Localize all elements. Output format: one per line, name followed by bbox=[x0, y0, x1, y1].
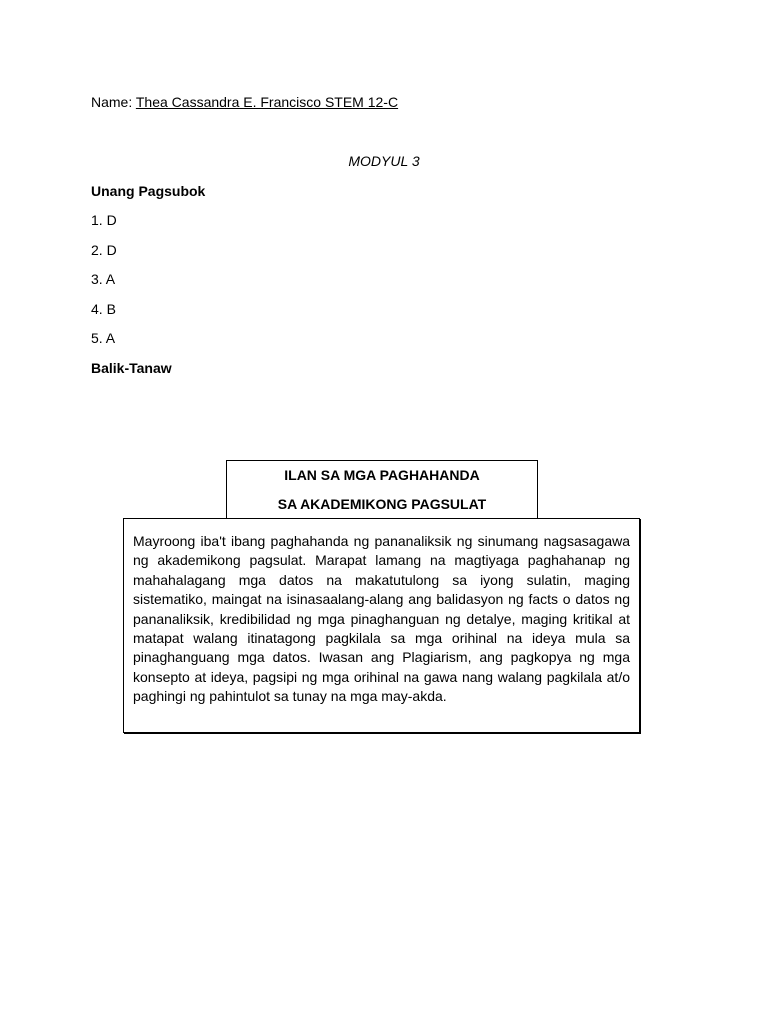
answer-item: 5. A bbox=[91, 330, 116, 346]
section-heading-unang-pagsubok: Unang Pagsubok bbox=[91, 183, 206, 199]
answer-item: 3. A bbox=[91, 271, 116, 287]
box-title-line-2: SA AKADEMIKONG PAGSULAT bbox=[277, 496, 487, 512]
name-line bbox=[91, 94, 398, 110]
answer-item: 2. D bbox=[91, 242, 117, 258]
box-title bbox=[226, 460, 538, 518]
box-content bbox=[123, 518, 640, 733]
box-title-line-1: ILAN SA MGA PAGHAHANDA bbox=[284, 467, 480, 483]
box-paragraph: Mayroong iba't ibang paghahanda ng pananaliksik ng sinumang nagsasagawa ng akademikong pagsulat. Marapat lamang na magtiyaga paghahanap ng mahahalagang mga datos na makatutulong sa iyong sulatin, maging sistematiko, maingat na isinasaalang-alang ang balidasyon ng facts o datos ng pananaliksik, kredibilidad ng mga pinaghanguan ng detalye, maging kritikal at matapat walang itinatagong pagkilala sa mga orihinal na ideya mula sa pinaghanguang mga datos. Iwasan ang Plagiarism, ang pagkopya ng mga konsepto at ideya, pagsipi ng mga orihinal na gawa nang walang pagkilala at/o paghingi ng pahintulot sa tunay na mga may-akda. bbox=[133, 533, 630, 705]
name-value: Thea Cassandra E. Francisco STEM 12-C bbox=[135, 94, 399, 110]
name-label: Name: bbox=[91, 94, 133, 110]
answer-item: 1. D bbox=[91, 212, 117, 228]
module-title-text: MODYUL 3 bbox=[348, 153, 420, 169]
module-title bbox=[0, 153, 768, 169]
section-heading-balik-tanaw: Balik-Tanaw bbox=[91, 360, 172, 376]
answer-item: 4. B bbox=[91, 301, 116, 317]
